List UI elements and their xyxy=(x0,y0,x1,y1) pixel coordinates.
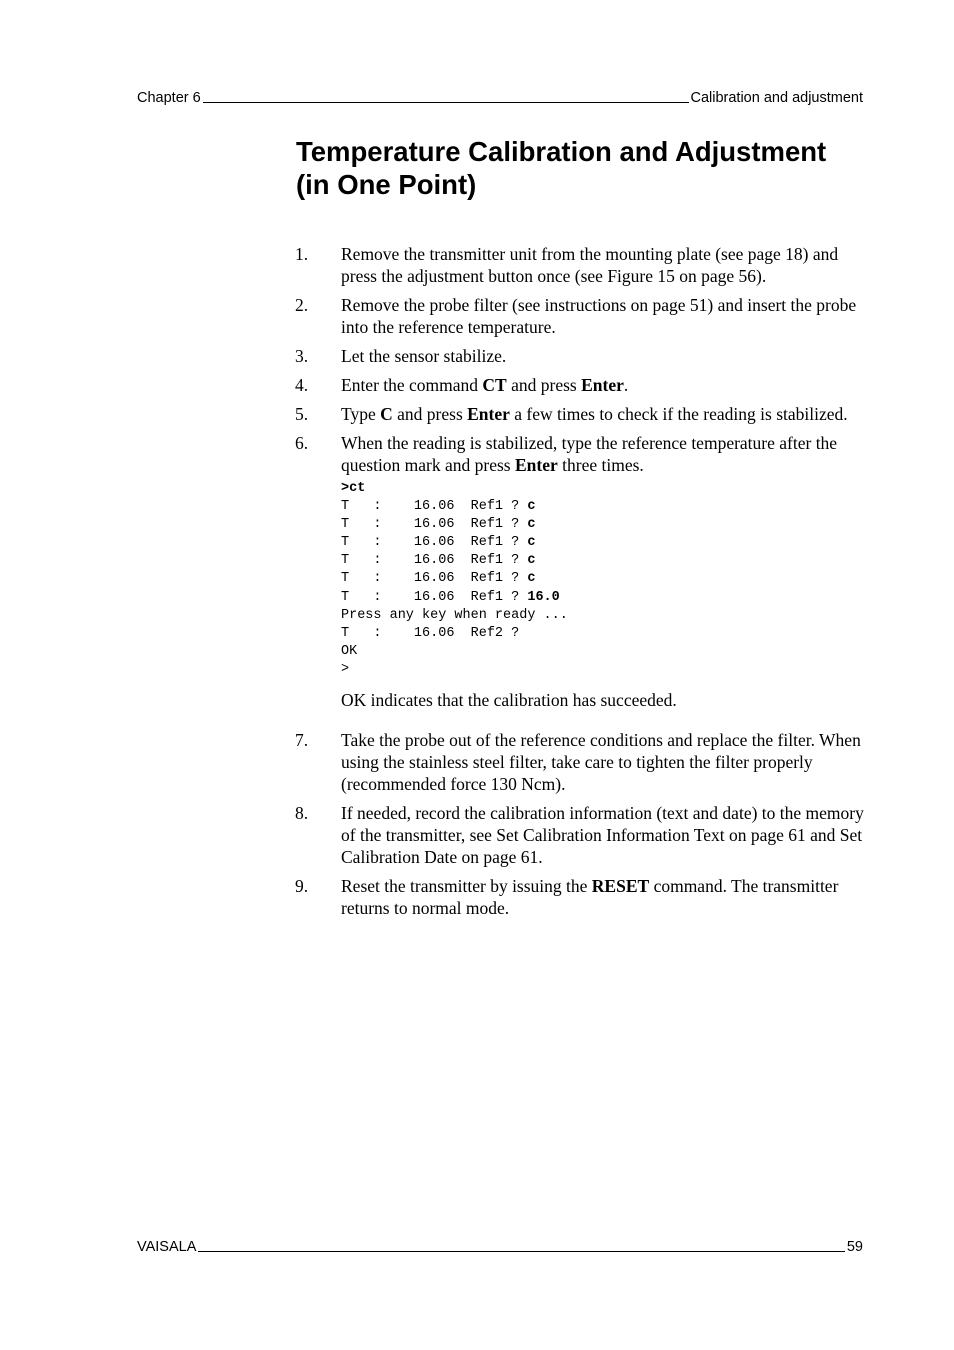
chapter-label: Chapter 6 xyxy=(137,90,201,106)
page-number: 59 xyxy=(846,1239,863,1255)
terminal-line: T : 16.06 Ref1 ? xyxy=(341,553,528,569)
key-name: Enter xyxy=(581,375,624,395)
page-footer xyxy=(137,1239,863,1255)
step-number: 3. xyxy=(295,346,309,366)
step-number: 8. xyxy=(295,803,309,824)
step-body xyxy=(341,432,865,722)
command-name: RESET xyxy=(591,876,650,897)
header-rule xyxy=(203,101,689,103)
terminal-line: Press any key when ready ... xyxy=(341,607,568,623)
company-name: VAISALA xyxy=(137,1239,197,1255)
key-name: Enter xyxy=(515,455,558,475)
step-number: 1. xyxy=(295,244,309,264)
terminal-line: OK xyxy=(341,643,358,659)
step-6 xyxy=(295,432,865,722)
step-text: Remove the probe filter (see instructions on page 51) and insert the probe into the reference temperature. xyxy=(341,295,857,337)
text-run: When the reading is stabilized, type the reference temperature after the question mark and press xyxy=(341,433,838,475)
command-name: C xyxy=(380,404,393,424)
terminal-input: c xyxy=(527,571,536,587)
terminal-line: T : 16.06 Ref1 ? xyxy=(341,499,528,515)
step-number: 7. xyxy=(295,730,309,751)
terminal-line: > xyxy=(341,661,350,677)
title-line-1: Temperature Calibration and Adjustment xyxy=(296,136,827,167)
step-text xyxy=(341,875,865,919)
step-text: If needed, record the calibration information (text and date) to the memory of the transmitter, see Set Calibration Information Text on page 61 and Set Calibration Date on page 61. xyxy=(341,803,864,868)
step-3 xyxy=(295,345,865,367)
text-run: . xyxy=(623,375,629,395)
section-label: Calibration and adjustment xyxy=(690,90,863,106)
step-text xyxy=(341,432,865,476)
terminal-command: >ct xyxy=(341,481,366,496)
terminal-output xyxy=(341,480,865,679)
terminal-input: c xyxy=(527,553,536,569)
step-text xyxy=(341,403,865,425)
terminal-input: c xyxy=(527,499,536,515)
step-2 xyxy=(295,294,865,338)
terminal-line: T : 16.06 Ref1 ? xyxy=(341,589,528,605)
text-run: and press xyxy=(392,404,468,424)
terminal-line: T : 16.06 Ref1 ? xyxy=(341,571,528,587)
procedure-steps xyxy=(295,243,865,926)
text-run: Reset the transmitter by issuing the xyxy=(341,876,592,897)
text-run: Enter the command xyxy=(341,375,483,395)
terminal-input: c xyxy=(527,517,536,533)
footer-rule xyxy=(198,1250,844,1252)
page-title xyxy=(296,135,876,201)
key-name: Enter xyxy=(467,404,510,424)
text-run: a few times to check if the reading is stabilized. xyxy=(509,404,848,424)
step-number: 5. xyxy=(295,404,309,424)
step-text: Let the sensor stabilize. xyxy=(341,346,507,366)
step-text: Remove the transmitter unit from the mounting plate (see page 18) and press the adjustment button once (see Figure 15 on page 56). xyxy=(341,244,839,286)
step-5 xyxy=(295,403,865,425)
text-run: Type xyxy=(341,404,381,424)
step-8 xyxy=(295,802,865,868)
step-7 xyxy=(295,729,865,795)
terminal-line: T : 16.06 Ref1 ? xyxy=(341,535,528,551)
success-note: OK indicates that the calibration has succeeded. xyxy=(341,690,677,711)
terminal-line: T : 16.06 Ref2 ? xyxy=(341,625,520,641)
command-name: CT xyxy=(482,375,507,395)
step-1 xyxy=(295,243,865,287)
text-run: three times. xyxy=(557,455,644,475)
text-run: command. The transmitter returns to normal mode. xyxy=(341,876,839,919)
step-number: 9. xyxy=(295,876,309,897)
title-line-2: (in One Point) xyxy=(296,169,477,200)
terminal-line: T : 16.06 Ref1 ? xyxy=(341,517,528,533)
step-text: Take the probe out of the reference conditions and replace the filter. When using the stainless steel filter, take care to tighten the filter properly (recommended force 130 Ncm). xyxy=(341,730,861,795)
step-number: 4. xyxy=(295,375,309,395)
step-number: 2. xyxy=(295,295,309,315)
terminal-input: c xyxy=(527,535,536,551)
step-number: 6. xyxy=(295,433,309,453)
page-header xyxy=(137,90,863,106)
text-run: and press xyxy=(506,375,582,395)
step-text xyxy=(341,374,865,396)
step-4 xyxy=(295,374,865,396)
terminal-input: 16.0 xyxy=(527,589,560,605)
step-9 xyxy=(295,875,865,919)
